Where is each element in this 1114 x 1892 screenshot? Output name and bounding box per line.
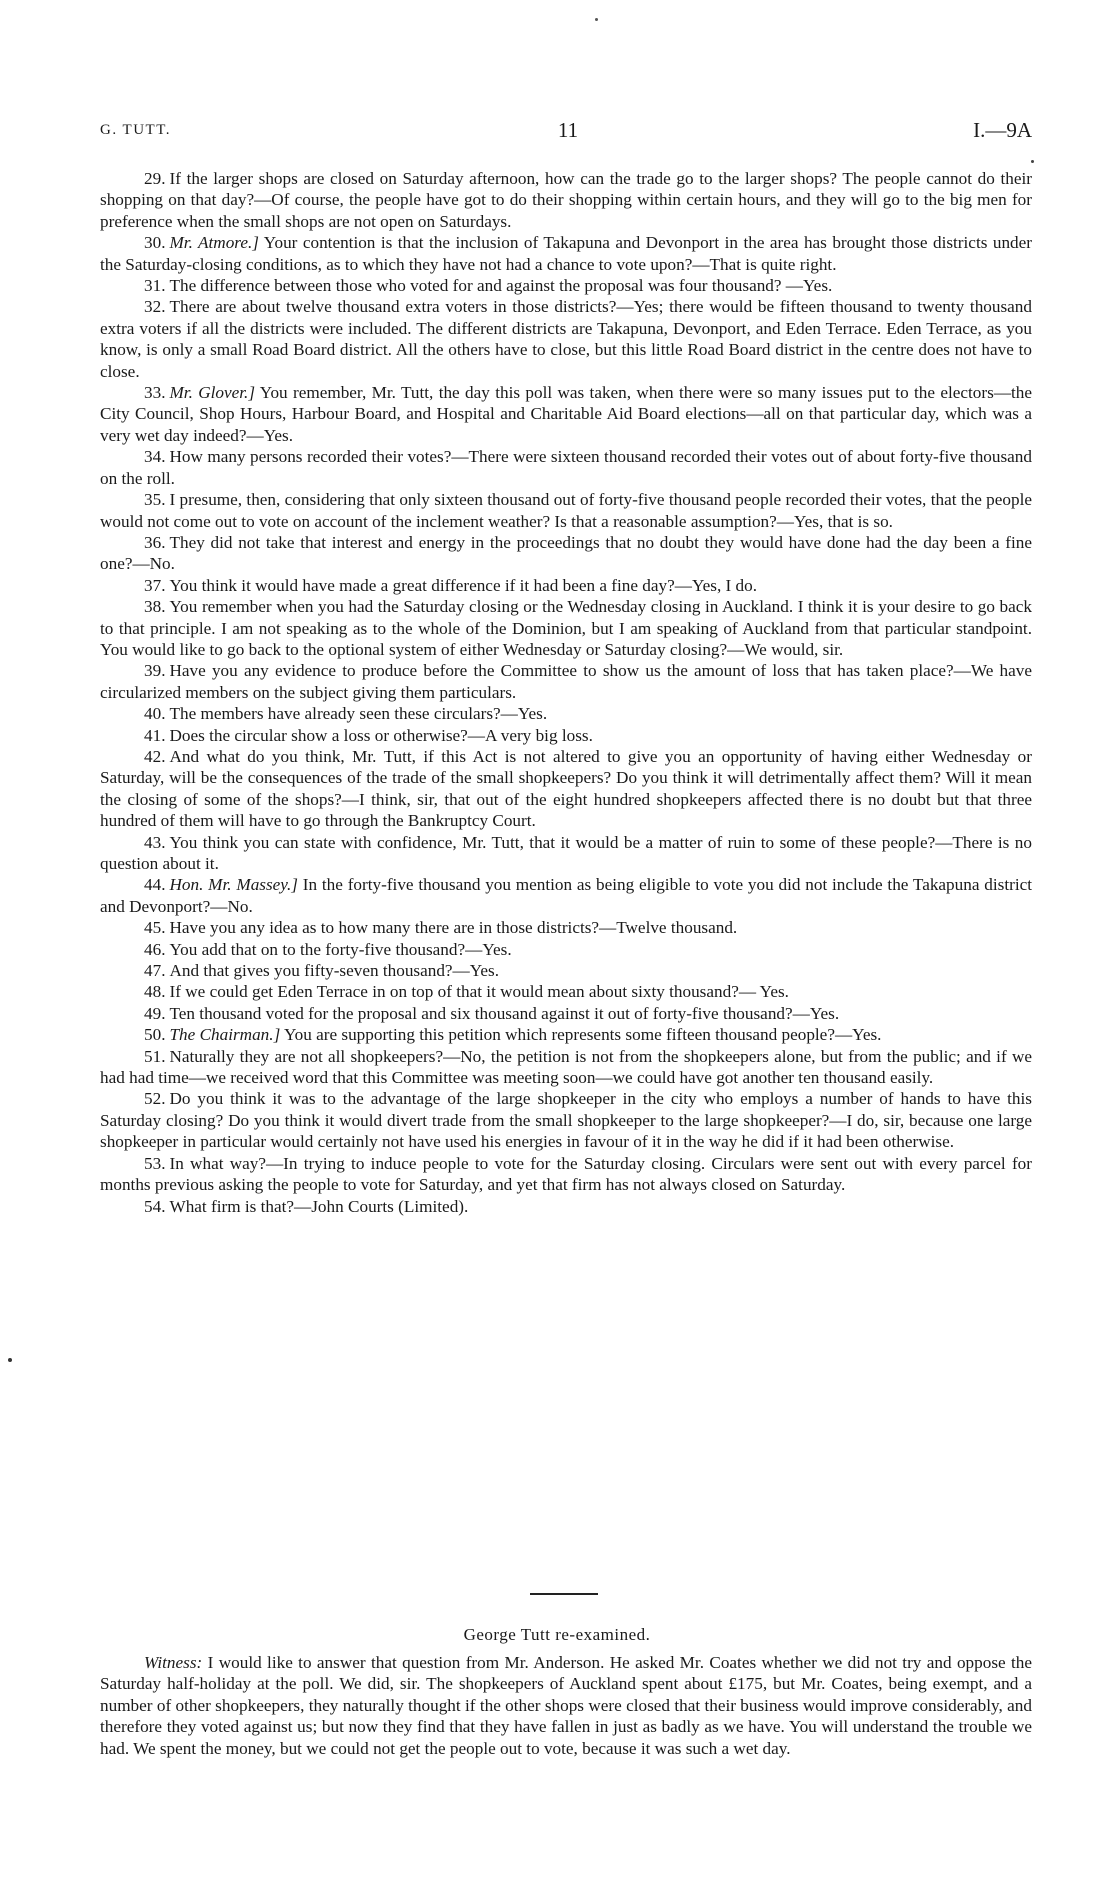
question-paragraph	[100, 232, 1032, 275]
question-text: In what way?—In trying to induce people to vote for the Saturday closing. Circulars were sent out with every parcel for months previous asking the people to vote for Saturday, and yet that firm has not always closed on Saturday.	[100, 1153, 1032, 1195]
question-paragraph	[100, 725, 1032, 746]
question-paragraph	[100, 296, 1032, 382]
question-paragraph	[100, 489, 1032, 532]
question-paragraph	[100, 1153, 1032, 1196]
question-number: 54.	[144, 1196, 166, 1216]
question-text: Have you any evidence to produce before the Committee to show us the amount of loss that has taken place?—We have circularized members on the subject giving them particulars.	[100, 661, 1032, 702]
question-number: 43.	[144, 832, 166, 852]
witness-statement	[100, 1652, 1032, 1759]
question-text: They did not take that interest and energy in the proceedings that no doubt they would have done had the day been a fine one?—No.	[100, 532, 1032, 574]
question-paragraph	[100, 703, 1032, 724]
section-title: George Tutt re-examined.	[463, 1625, 651, 1644]
question-number: 52.	[144, 1089, 166, 1109]
question-number: 42.	[144, 746, 166, 766]
question-number: 48.	[144, 982, 166, 1002]
question-number: 37.	[144, 575, 166, 595]
question-text: Your contention is that the inclusion of Takapuna and Devonport in the area has brought those districts under the Saturday-closing conditions, as to which they have not had a chance to vote upon?—That is quite right.	[100, 233, 1032, 274]
page-header	[100, 118, 1032, 148]
question-text: In the forty-five thousand you mention as being eligible to vote you did not include the Takapuna district and Devonport?—No.	[100, 875, 1032, 916]
header-witness-name: G. TUTT.	[100, 122, 172, 138]
question-text: You are supporting this petition which represents some fifteen thousand people?—Yes.	[283, 1025, 882, 1045]
question-paragraph	[100, 596, 1032, 660]
scan-speck	[1031, 160, 1034, 163]
question-paragraph	[100, 1196, 1032, 1217]
section-divider	[530, 1593, 598, 1595]
question-text: If the larger shops are closed on Saturday afternoon, how can the trade go to the larger shops? The people cannot do their shopping on that day?—Of course, the people have got to do their shopping within certain hours, and they will go to the big men for preference when the small shops are not open on Saturdays.	[100, 169, 1032, 231]
question-text: I presume, then, considering that only sixteen thousand out of forty-five thousand people recorded their votes, that the people would not come out to vote on account of the inclement weather? Is that a reasonable assumption?—Yes, that is so.	[100, 490, 1032, 531]
question-paragraph	[100, 874, 1032, 917]
questioner-name: Mr. Glover.]	[169, 383, 256, 403]
question-text: If we could get Eden Terrace in on top of that it would mean about sixty thousand?— Yes.	[169, 982, 789, 1002]
question-text: There are about twelve thousand extra voters in those districts?—Yes; there would be fifteen thousand to twenty thousand extra voters if all the districts were included. The different districts are Takapuna, Devonport, and Eden Terrace. Eden Terrace, as you know, is only a small Road Board district. All the others have to close, but this little Road Board district in the centre does not have to close.	[100, 297, 1032, 381]
question-number: 34.	[144, 447, 166, 467]
question-number: 46.	[144, 939, 166, 959]
question-paragraph	[100, 960, 1032, 981]
witness-text: I would like to answer that question from Mr. Anderson. He asked Mr. Coates whether we did not try and oppose the Saturday half-holiday at the poll. We did, sir. The shopkeepers of Auckland spent about £175, but Mr. Coates, being exempt, and a number of other shopkeepers, they naturally thought if the other shops were closed that their business would improve considerably, and therefore they voted against us; but now they find that they have fallen in just as badly as we have. You will understand the trouble we had. We spent the money, but we could not get the people out to vote, because it was such a wet day.	[100, 1653, 1032, 1758]
question-paragraph	[100, 275, 1032, 296]
question-paragraph	[100, 981, 1032, 1002]
question-paragraph	[100, 1088, 1032, 1152]
questioner-name: Hon. Mr. Massey.]	[169, 875, 298, 895]
question-paragraph	[100, 1024, 1032, 1045]
question-number: 47.	[144, 961, 166, 981]
question-text: You add that on to the forty-five thousand?—Yes.	[169, 939, 512, 959]
question-number: 45.	[144, 918, 166, 938]
question-paragraph	[100, 939, 1032, 960]
question-number: 30.	[144, 233, 166, 253]
evidence-paragraphs	[100, 168, 1032, 1217]
question-number: 44.	[144, 875, 166, 895]
question-number: 39.	[144, 661, 166, 681]
question-number: 40.	[144, 704, 166, 724]
question-number: 36.	[144, 532, 166, 552]
question-number: 35.	[144, 490, 166, 510]
question-paragraph	[100, 382, 1032, 446]
question-text: How many persons recorded their votes?—There were sixteen thousand recorded their votes out of about forty-five thousand on the roll.	[100, 447, 1032, 488]
witness-speaker: Witness:	[144, 1653, 203, 1672]
question-paragraph	[100, 446, 1032, 489]
question-text: The difference between those who voted for and against the proposal was four thousand? —Yes.	[169, 276, 833, 296]
question-number: 33.	[144, 383, 166, 403]
question-text: What firm is that?—John Courts (Limited).	[169, 1196, 469, 1216]
question-text: Naturally they are not all shopkeepers?—No, the petition is not from the shopkeepers alone, but from the public; and if we had had time—we received word that this Committee was meeting soon—we could have got another ten thousand easily.	[100, 1046, 1032, 1088]
questioner-name: Mr. Atmore.]	[169, 233, 259, 253]
question-text: And that gives you fifty-seven thousand?—Yes.	[169, 961, 500, 981]
question-text: The members have already seen these circulars?—Yes.	[169, 704, 548, 724]
question-text: You remember, Mr. Tutt, the day this poll was taken, when there were so many issues put to the electors—the City Council, Shop Hours, Harbour Board, and Hospital and Charitable Aid Board elections—all on that particular day, which was a very wet day indeed?—Yes.	[100, 383, 1033, 445]
question-paragraph	[100, 1003, 1032, 1024]
questioner-name: The Chairman.]	[169, 1025, 281, 1045]
question-number: 32.	[144, 297, 166, 317]
question-number: 31.	[144, 276, 166, 296]
paper-reference: I.—9A	[973, 118, 1032, 142]
page-number: 11	[557, 118, 579, 142]
question-paragraph	[100, 1046, 1032, 1089]
question-paragraph	[100, 832, 1032, 875]
question-paragraph	[100, 168, 1032, 232]
question-text: Does the circular show a loss or otherwise?—A very big loss.	[169, 725, 593, 745]
question-text: Have you any idea as to how many there are in those districts?—Twelve thousand.	[169, 918, 738, 938]
scan-speck	[8, 1358, 12, 1362]
question-text: And what do you think, Mr. Tutt, if this Act is not altered to give you an opportunity of having either Wednesday or Saturday, will be the consequences of the trade of the small shopkeepers? Do you think it will detrimentally affect them? Will it mean the closing of some of the shops?—I think, sir, that out of the eight hundred shopkeepers affected there is no doubt but that three hundred of them will have to go through the Bankruptcy Court.	[100, 746, 1032, 831]
question-number: 49.	[144, 1003, 166, 1023]
question-text: Do you think it was to the advantage of the large shopkeeper in the city who employs a number of hands to have this Saturday closing? Do you think it would divert trade from the small shopkeeper to the large shopkeeper?—I do, sir, because one large shopkeeper in particular would certainly not have used his energies in favour of it in the way he did if it had been otherwise.	[100, 1089, 1032, 1152]
question-text: You think it would have made a great difference if it had been a fine day?—Yes, I do.	[169, 575, 758, 595]
question-paragraph	[100, 746, 1032, 832]
question-number: 38.	[144, 597, 166, 617]
question-text: You remember when you had the Saturday closing or the Wednesday closing in Auckland. I think it is your desire to go back to that principle. I am not speaking as to the whole of the Dominion, but I am speaking of Auckland from that particular standpoint. You would like to go back to the optional system of either Wednesday or Saturday closing?—We would, sir.	[100, 597, 1032, 659]
question-paragraph	[100, 917, 1032, 938]
question-text: Ten thousand voted for the proposal and six thousand against it out of forty-five thousand?—Yes.	[169, 1003, 840, 1023]
question-paragraph	[100, 660, 1032, 703]
question-number: 29.	[144, 169, 166, 188]
question-text: You think you can state with confidence, Mr. Tutt, that it would be a matter of ruin to some of these people?—There is no question about it.	[100, 832, 1032, 873]
question-number: 51.	[144, 1046, 166, 1066]
question-number: 50.	[144, 1025, 166, 1045]
question-paragraph	[100, 575, 1032, 596]
scan-speck	[595, 18, 598, 21]
question-paragraph	[100, 532, 1032, 575]
question-number: 53.	[144, 1153, 166, 1173]
question-number: 41.	[144, 725, 166, 745]
witness-paragraph	[100, 1652, 1032, 1759]
